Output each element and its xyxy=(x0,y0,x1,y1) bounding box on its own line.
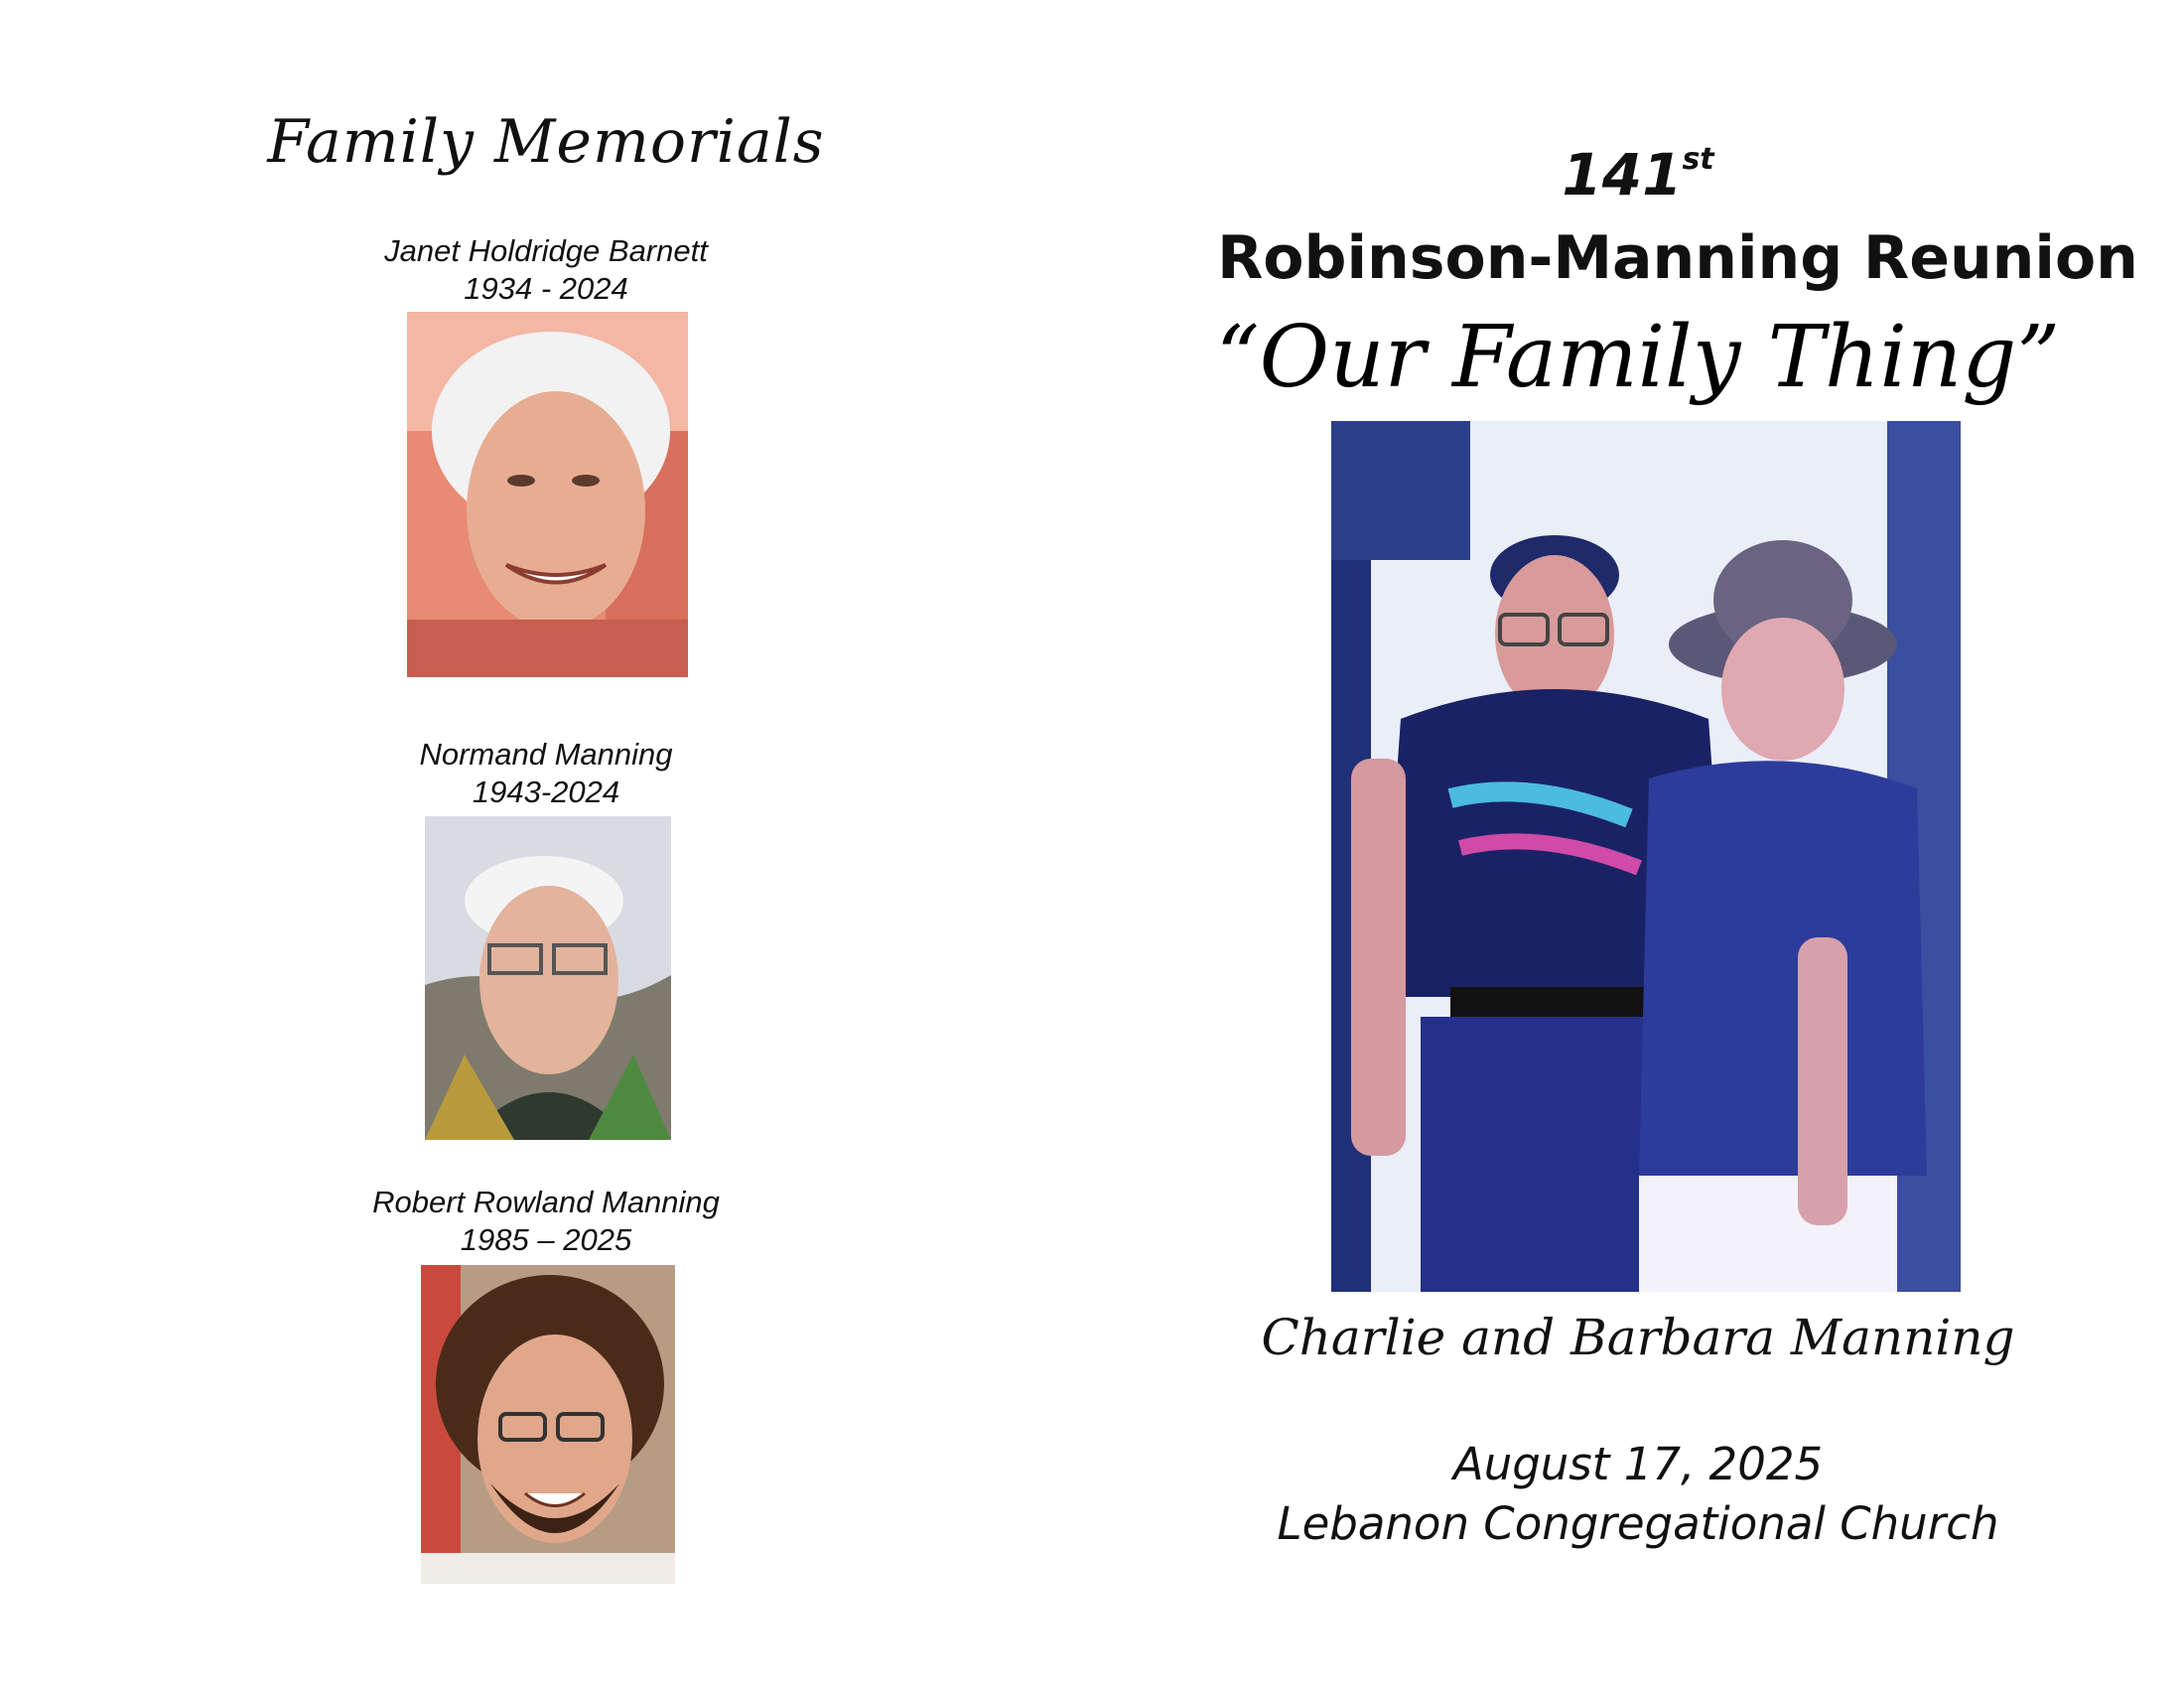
memorial-years: 1943-2024 xyxy=(472,774,620,809)
memorial-years: 1934 - 2024 xyxy=(464,271,628,306)
memorial-years: 1985 – 2025 xyxy=(460,1222,632,1257)
memorial-name: Normand Manning xyxy=(419,737,673,772)
memorial-name: Janet Holdridge Barnett xyxy=(384,233,708,268)
event-title: Robinson-Manning Reunion xyxy=(1217,223,2138,293)
event-theme: “Our Family Thing” xyxy=(1215,308,2061,407)
ordinal-suffix: st xyxy=(1682,142,1714,177)
memorial-entry xyxy=(0,232,1092,308)
reunion-cover xyxy=(1092,0,2184,1688)
memorial-entry xyxy=(0,1184,1092,1259)
photo-caption: Charlie and Barbara Manning xyxy=(1261,1309,2015,1366)
reunion-ordinal xyxy=(1092,141,2184,209)
couple-photo xyxy=(1331,421,1961,1292)
memorial-name: Robert Rowland Manning xyxy=(372,1185,720,1219)
memorial-entry xyxy=(0,736,1092,811)
memorials-title: Family Memorials xyxy=(267,107,825,177)
memorial-photo xyxy=(425,816,671,1140)
memorial-photo xyxy=(407,312,688,677)
memorial-photo xyxy=(421,1265,675,1584)
event-location: Lebanon Congregational Church xyxy=(1277,1497,1999,1550)
event-date: August 17, 2025 xyxy=(1452,1438,1824,1490)
ordinal-number: 141 xyxy=(1562,141,1683,209)
